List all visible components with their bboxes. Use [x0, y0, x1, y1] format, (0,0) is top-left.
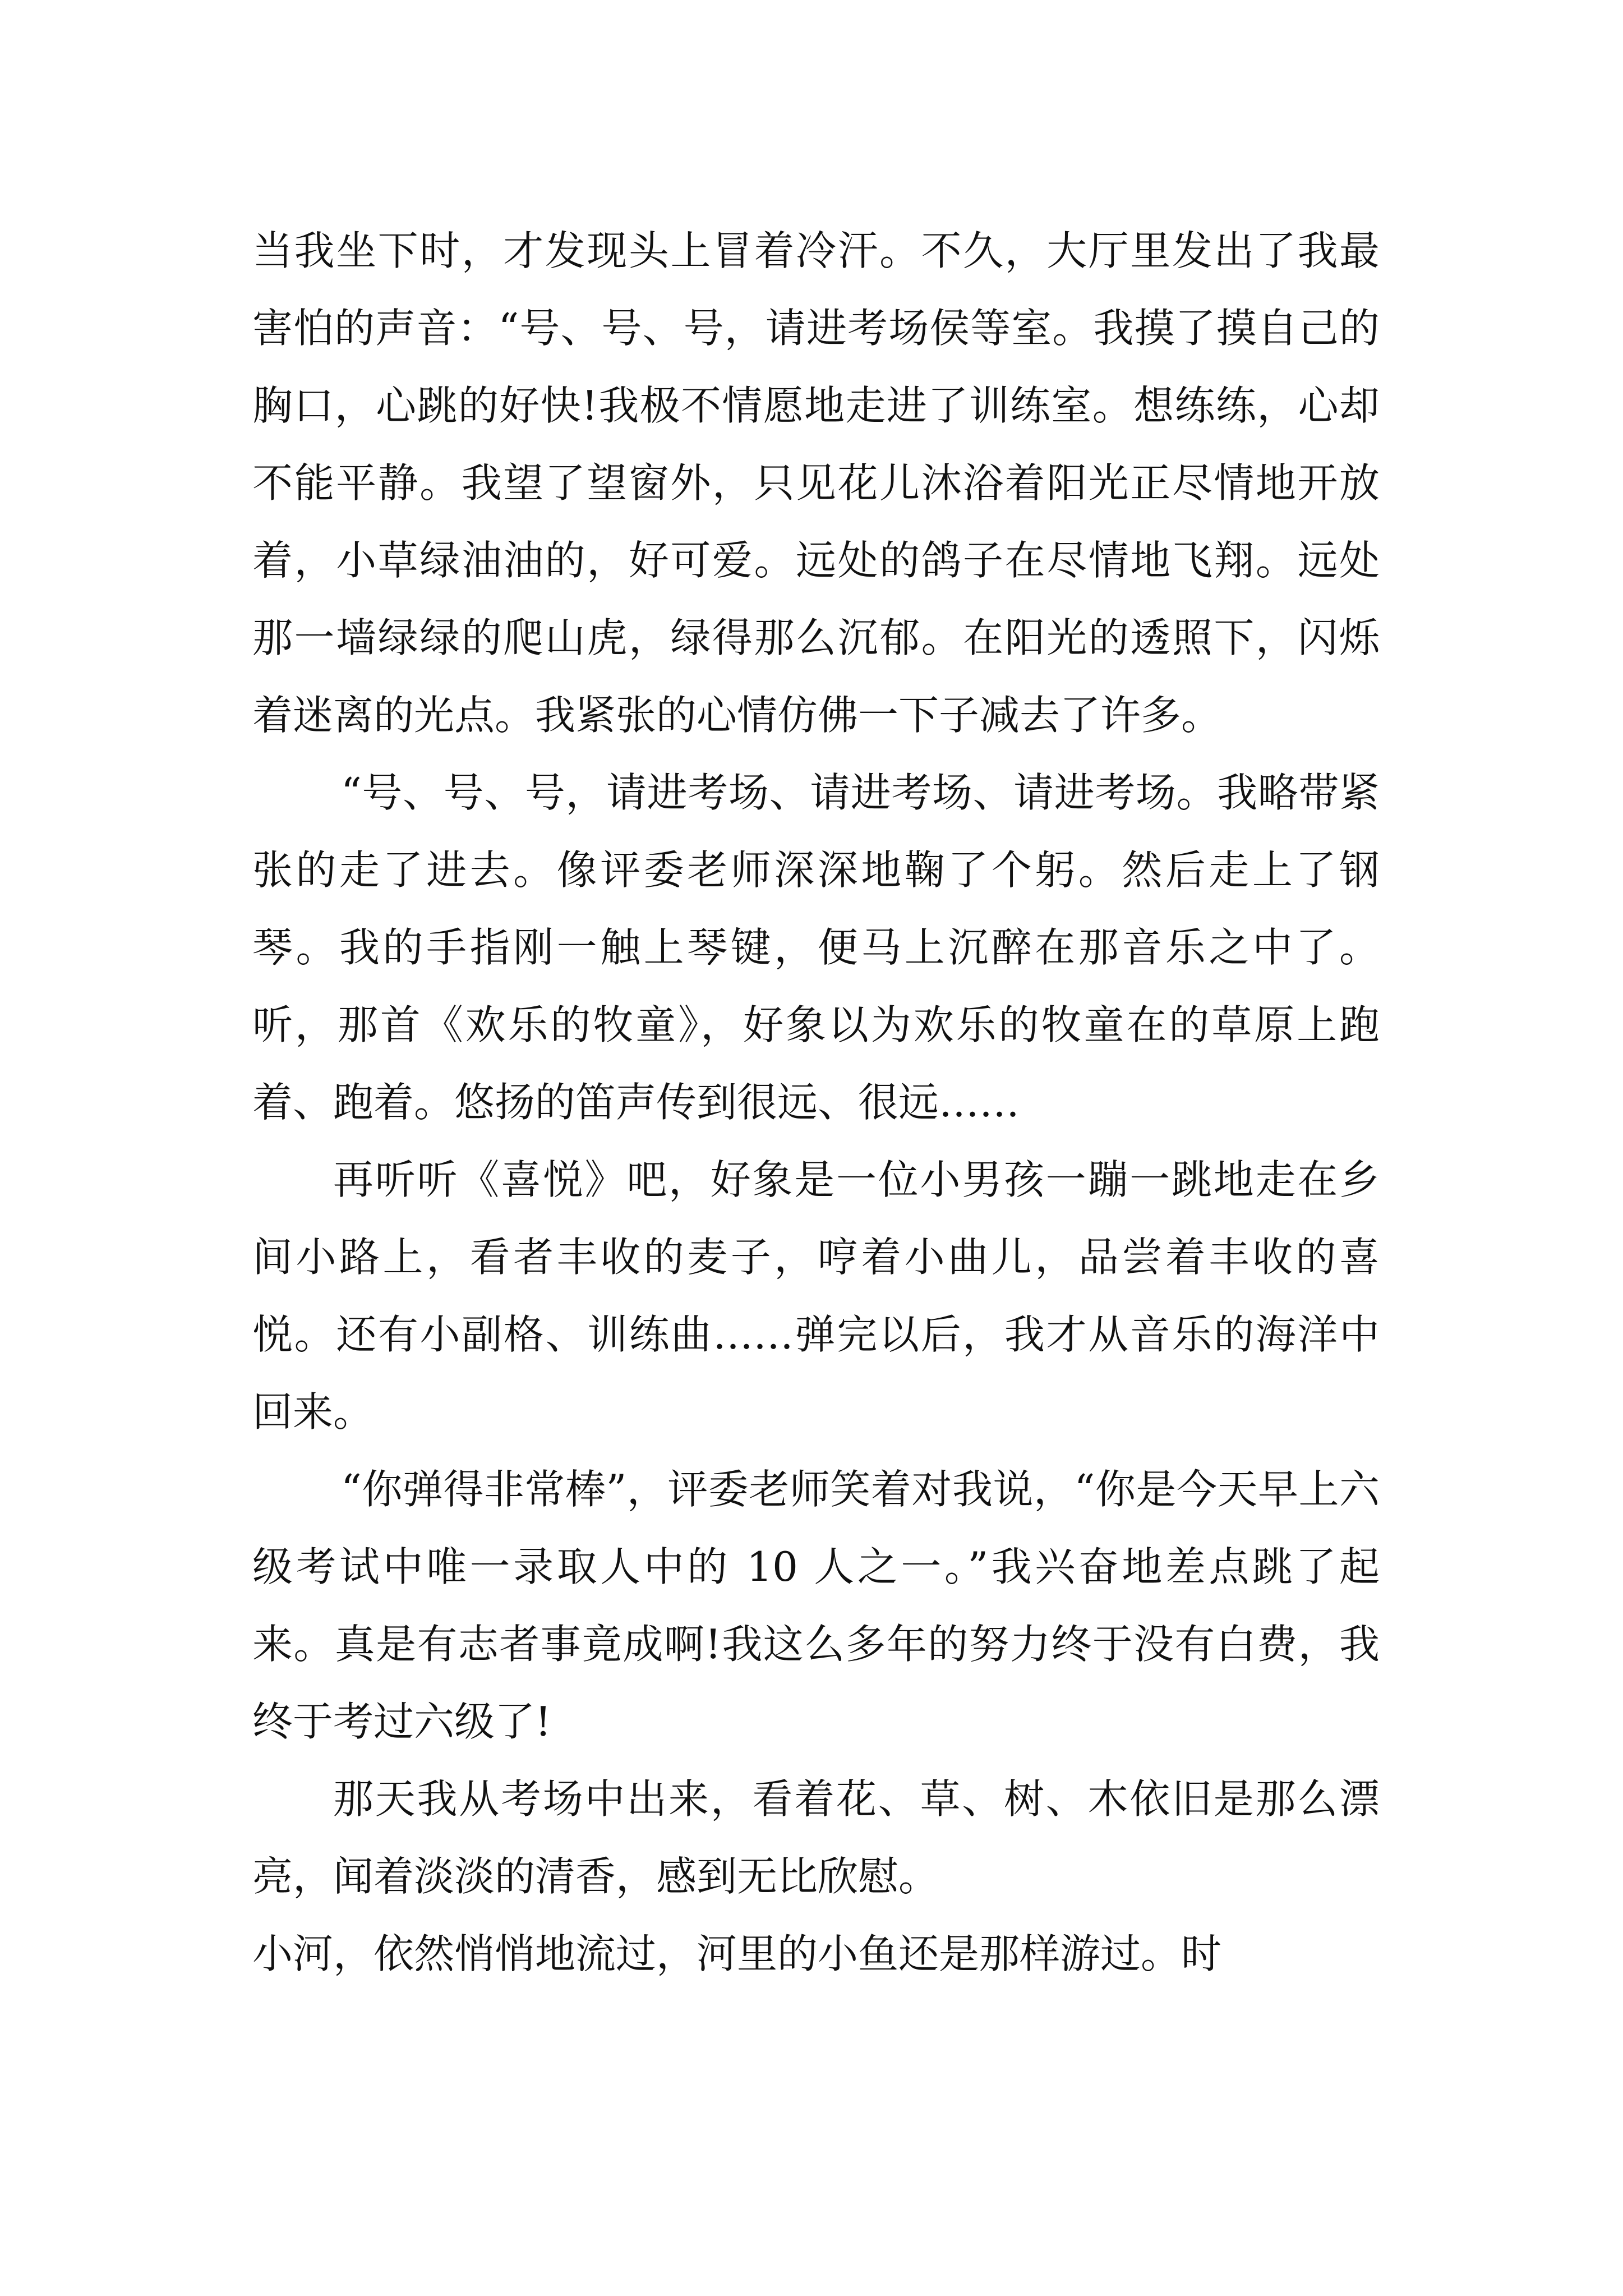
paragraph-5: 那天我从考场中出来，看着花、草、树、木依旧是那么漂亮，闻着淡淡的清香，感到无比欣慰。 — [252, 1775, 1380, 1900]
paragraph-2: “号、号、号，请进考场、请进考场、请进考场。我略带紧张的走了进去。像评委老师深深地鞠了个躬。然后走上了钢琴。我的手指刚一触上琴键，便马上沉醉在那音乐之中了。听，那首《欢乐的牧童》，好象以为欢乐的牧童在的草原上跑着、跑着。悠扬的笛声传到很远、很远…… — [252, 769, 1380, 1126]
body-text — [252, 212, 1380, 1993]
paragraph-3: 再听听《喜悦》吧，好象是一位小男孩一蹦一跳地走在乡间小路上，看者丰收的麦子，哼着小曲儿，品尝着丰收的喜悦。还有小副格、训练曲……弹完以后，我才从音乐的海洋中回来。 — [252, 1156, 1380, 1435]
paragraph-1: 当我坐下时，才发现头上冒着冷汗。不久，大厅里发出了我最害怕的声音：“号、号、号，请进考场侯等室。我摸了摸自己的胸口，心跳的好快!我极不情愿地走进了训练室。想练练，心却不能平静。我望了望窗外，只见花儿沐浴着阳光正尽情地开放着，小草绿油油的，好可爱。远处的鸽子在尽情地飞翔。远处那一墙绿绿的爬山虎，绿得那么沉郁。在阳光的透照下，闪烁着迷离的光点。我紧张的心情仿佛一下子减去了许多。 — [252, 227, 1380, 739]
paragraph-4: “你弹得非常棒”，评委老师笑着对我说，“你是今天早上六级考试中唯一录取人中的 10 人之一。”我兴奋地差点跳了起来。真是有志者事竟成啊!我这么多年的努力终于没有白费，我终于考过六级了! — [252, 1466, 1380, 1745]
paragraph-6: 小河，依然悄悄地流过，河里的小鱼还是那样游过。时 — [252, 1930, 1222, 1977]
